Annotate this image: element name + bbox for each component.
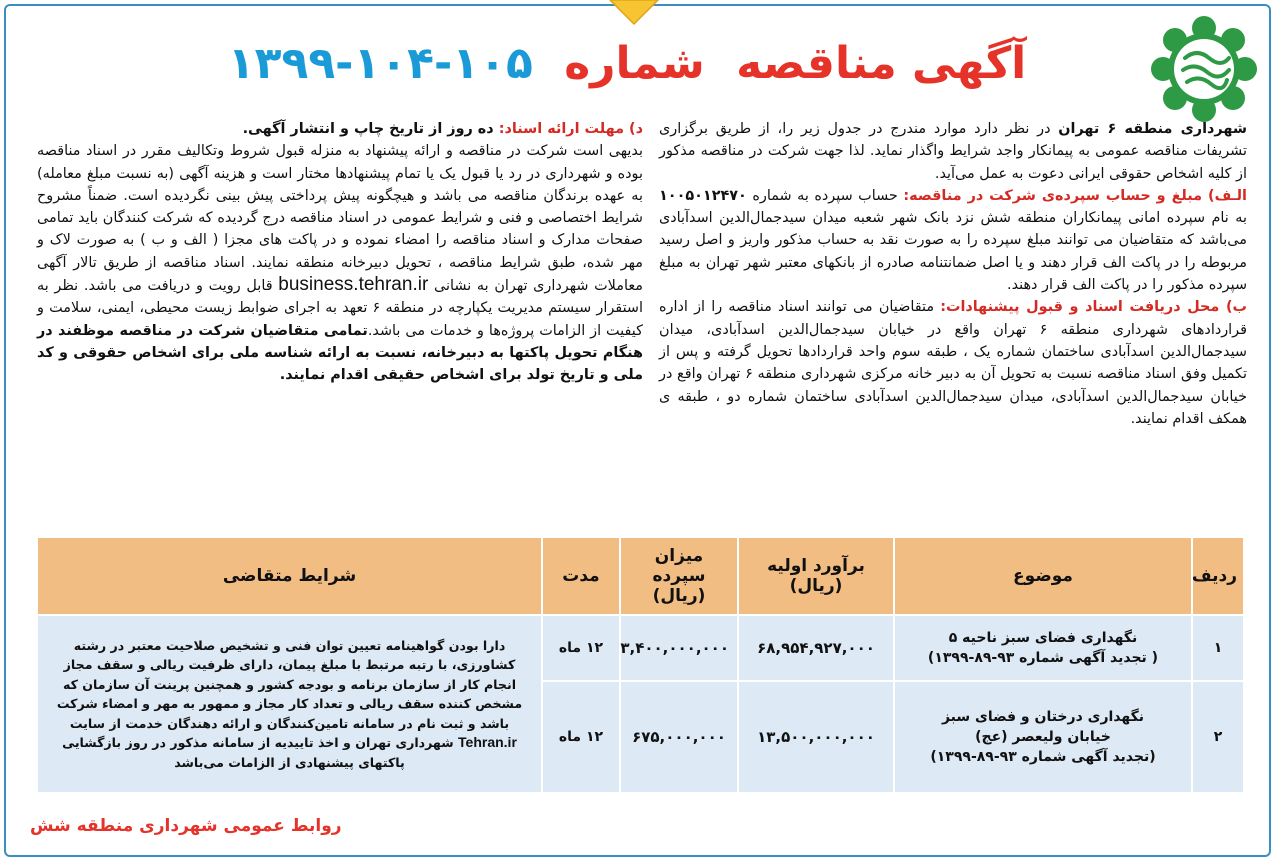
subject-line: نگهداری درختان و فضای سبز — [941, 709, 1145, 725]
section-alef — [659, 185, 1247, 296]
tender-table — [36, 536, 1245, 794]
row-duration: ۱۲ ماه — [542, 615, 620, 681]
conditions-text1: دارا بودن گواهینامه تعیین توان فنی و تشخیص صلاحیت معتبر در رشته کشاورزی، با رتبه مرتبط با مبلغ پیمان، دارای ظرفیت ریالی و سقف مجاز انجام کار از سازمان برنامه و بودجه کشور و همچنین پرینت آن سازمان که مشخص کننده سقف ریالی و تعداد کار مجاز و ممهور به مهر و امضاء شرکت باشد و ثبت نام در سامانه تامین‌کنندگان و ارائه دهندگان خدمت از سایت — [56, 637, 523, 731]
general-conditions-text2: قابل رویت و دریافت می باشد. نظر به استقرار سیستم مدیریت یکپارچه در منطقه ۶ تعهد به اجرای ضوابط زیست محیطی، ایمنی، سلامت و کیفیت از الزامات پروژه‌ها و خدمات می باشد. — [37, 278, 643, 339]
conditions-cell — [37, 615, 542, 793]
section-be — [659, 296, 1247, 430]
title-number-label: شماره — [564, 38, 705, 89]
header-duration: مدت — [542, 537, 620, 615]
title-number: ۱۰۵-۱۰۴-۱۳۹۹ — [227, 38, 533, 89]
footer-text: روابط عمومی شهرداری منطقه شش — [30, 816, 342, 836]
notice-title — [127, 34, 1127, 94]
left-column-text — [37, 118, 643, 387]
header-subject: موضوع — [894, 537, 1192, 615]
header-estimate: برآورد اولیه (ریال) — [738, 537, 894, 615]
header-row-number: ردیف — [1192, 537, 1244, 615]
org-name: شهرداری منطقه ۶ تهران — [1058, 121, 1247, 137]
row-estimate: ۶۸,۹۵۴,۹۲۷,۰۰۰ — [738, 615, 894, 681]
row-deposit: ۶۷۵,۰۰۰,۰۰۰ — [620, 681, 738, 793]
header-conditions: شرایط متقاضی — [37, 537, 542, 615]
section-dal-text: ده روز از تاریخ چاپ و انتشار آگهی. — [242, 121, 499, 137]
mandatory-id-notice: تمامی متقاضیان شرکت در مناقصه موظفند در هنگام تحویل پاکتها به دبیرخانه، نسبت به ارائه شناسه ملی برای اشخاص حقوقی و کد ملی و تاریخ تولد برای اشخاص حقیقی اقدام نمایند. — [37, 322, 643, 384]
frame-notch-icon — [608, 0, 660, 26]
section-be-heading: ب) محل دریافت اسناد و قبول پیشنهادات: — [940, 299, 1248, 316]
row-estimate: ۱۳,۵۰۰,۰۰۰,۰۰۰ — [738, 681, 894, 793]
section-alef-text2: به نام سپرده امانی پیمانکاران منطقه شش نزد بانک شهر شعبه میدان سیدجمال‌الدین اسدآبادی می‌باشد که متقاضیان می توانند مبلغ سپرده را به صورت نقد به حساب مذکور واریز و اصل رسید مربوطه را در پاکت الف قرار دهند و یا اصل ضمانتنامه صادره از بانکهای معتبر شهر تهران به مبلغ سپرده مذکور را در پاکت الف قرار دهند. — [659, 210, 1247, 294]
general-conditions — [37, 140, 643, 386]
row-number: ۲ — [1192, 681, 1244, 793]
public-relations-signature — [30, 816, 530, 836]
right-column-text — [659, 118, 1247, 430]
subject-line: خیابان ولیعصر (عج) — [975, 729, 1111, 745]
subject-line: (تجدید آگهی شماره ۹۳-۸۹-۱۳۹۹) — [930, 749, 1156, 765]
section-be-text: متقاضیان می توانند اسناد مناقصه را از اداره قراردادهای شهرداری منطقه ۶ تهران واقع در خیابان سیدجمال‌الدین اسدآبادی، میدان سیدجمال‌الدین اسدآبادی ساختمان شماره یک ، طبقه سوم واحد قراردادها تحویل گرفته و پس از تکمیل وفق اسناد مناقصه نسبت به تحویل آن به دبیر خانه مرکزی شهرداری منطقه ۶ تهران واقع در خیابان سیدجمال‌الدین اسدآبادی، میدان سیدجمال‌الدین اسدآبادی ساختمان شماره دو ، طبقه ی همکف اقدام نمایند. — [659, 299, 1248, 427]
table-header-row — [37, 537, 1244, 615]
business-website-link[interactable]: business.tehran.ir — [278, 274, 429, 296]
row-number: ۱ — [1192, 615, 1244, 681]
row-duration: ۱۲ ماه — [542, 681, 620, 793]
header-deposit: میزان سپرده (ریال) — [620, 537, 738, 615]
section-dal-heading: د) مهلت ارائه اسناد: — [498, 121, 643, 137]
section-dal — [37, 118, 643, 140]
subject-line: ( تجدید آگهی شماره ۹۳-۸۹-۱۳۹۹) — [927, 650, 1159, 666]
row-subject — [894, 615, 1192, 681]
section-alef-text1: حساب سپرده به شماره — [746, 187, 904, 204]
section-alef-heading: الـف) مبلغ و حساب سپرده‌ی شرکت در مناقصه: — [903, 187, 1247, 204]
account-number: ۱۰۰۵۰۱۲۴۷۰ — [659, 187, 747, 204]
table-row — [37, 615, 1244, 681]
row-subject — [894, 681, 1192, 793]
subject-line: نگهداری فضای سبز ناحیه ۵ — [948, 630, 1138, 646]
general-conditions-text1: بدیهی است شرکت در مناقصه و ارائه پیشنهاد به منزله قبول شروط وتکالیف مقرر در اسناد مناقصه بوده و شهرداری در رد یا قبول یک یا تمام پیشنهادها مختار است و هزینه آگهی (به نسبت مبلغ معامله) به عهده برندگان مناقصه می باشد و هیچگونه پیش پرداختی پیش بینی نگردیده است. ضمناً مشروح شرایط اختصاصی و فنی و شرایط عمومی در اسناد مناقصه درج گردیده که شرکت کنندگان باید تمامی صفحات مدارک و اسناد مناقصه را امضاء نموده و در پاکت های مجزا ( الف و ب ) به صورت لاک و مهر شده، طبق شرایط مناقصه ، تحویل دبیرخانه منطقه نمایند. اسناد مناقصه از طریق تالار آگهی معاملات شهرداری تهران به نشانی — [37, 143, 644, 295]
tehran-municipality-logo-icon — [1149, 14, 1259, 124]
title-main: آگهی مناقصه — [736, 38, 1027, 89]
intro-text: در نظر دارد موارد مندرج در جدول زیر را، از طریق برگزاری تشریفات مناقصه عمومی به پیمانکار واجد شرایط واگذار نماید. لذا جهت شرکت در مناقصه مذکور از کلیه اشخاص حقوقی ایرانی دعوت به عمل می‌آید. — [659, 121, 1247, 182]
intro-paragraph — [659, 118, 1247, 185]
conditions-text2: شهرداری تهران و اخذ تاییدیه از سامانه مذکور در روز بازگشایی پاکتهای پیشنهادی از الزامات می‌باشد — [62, 735, 459, 770]
row-deposit: ۳,۴۰۰,۰۰۰,۰۰۰ — [620, 615, 738, 681]
tehran-site-link[interactable]: Tehran.ir — [458, 734, 517, 751]
